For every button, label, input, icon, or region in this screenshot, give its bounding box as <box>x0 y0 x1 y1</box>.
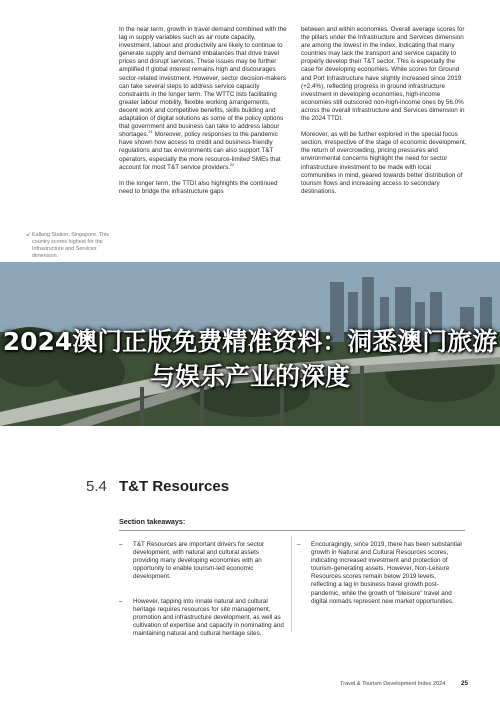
page-number: 25 <box>461 680 469 687</box>
footnote-ref[interactable]: 22 <box>230 161 235 167</box>
footer-report-title: Travel & Tourism Development Index 2024 <box>340 681 446 687</box>
bullet-text: However, tapping into innate natural and cultural heritage requires resources for site management, promotion and infrastructure development, as well as cultivation of expertise and capacity in nominating and maintaining natural and cultural heritage sites. <box>133 598 284 638</box>
paragraph: Moreover, as will be further explored in the special focus section, irrespective of the stage of economic development, the return of overcrowding, pricing pressures and environmental concerns highlight the need for sector infrastructure investment to be made with local communities in mind, geared towards better distribution of tourism flows and increasing access to secondary destinations. <box>301 131 467 195</box>
body-column-left <box>119 26 287 204</box>
body-column-right <box>301 26 467 204</box>
footnote-ref[interactable]: 21 <box>148 129 153 135</box>
bullet-text: Encouragingly, since 2019, there has been substantial growth in Natural and Cultural Resources scores, indicating increased investment and protection of tourism-generating assets. However, Non-Leisure Resources scores remain below 2019 levels, reflecting a lag in business travel growth post-pandemic, while the growth of “bleisure” travel and digital nomads represent new market opportunities. <box>311 541 462 605</box>
takeaway-bullet <box>297 541 463 606</box>
photo-caption <box>26 232 114 260</box>
section-title: T&T Resources <box>119 478 230 495</box>
section-number: 5.4 <box>86 478 107 495</box>
caption-text: Kallang Station, Singapore. This country scores highest for the Infrastructure and Services dimension. <box>32 232 109 259</box>
section-takeaways-label: Section takeaways: <box>119 517 186 526</box>
overlay-headline: 2024澳门正版免费精准资料：洞悉澳门旅游与娱乐产业的深度 <box>2 327 498 391</box>
takeaway-bullet <box>119 541 285 581</box>
bullet-dash: – <box>119 541 123 548</box>
bullet-dash: – <box>119 598 123 605</box>
section-divider <box>119 530 465 531</box>
paragraph: between and within economies. Overall average scores for the pillars under the Infrastructure and Services dimension are among the lowest in the index, indicating that many countries may lack the transport and service capacity to properly develop their T&T sector. This is especially the case for developing economies. While scores for Ground and Port Infrastructure have slightly increased since 2019 (+2.4%), reflecting progress in ground infrastructure investment in developing economies, high-income economies still outscored non-high-income ones by 56.0% across the overall Infrastructure and Services dimension in the 2024 TTDI. <box>301 26 465 123</box>
bullet-text: T&T Resources are important drivers for sector development, with natural and cultural assets providing many developing economies with an opportunity to enable tourism-led economic development. <box>133 541 265 581</box>
paragraph: In the near term, growth in travel demand combined with the lag in supply variables such as air route capacity, investment, labour and productivity are likely to continue to generate supply and demand imbalances that drive travel prices and disrupt services. These issues may be further amplified if global interest remains high and discourages sector-related investment. However, sector decision-makers can take several steps to address service capacity constraints in the longer term. The WTTC lists facilitating greater labour mobility, flexible working arrangements, decent work and competitive benefits, skills building and adaptation of digital solutions as some of the policy options that government and business can take to address labour shortages.$^{21}$ Moreover, policy responses to the pandemic have shown how access to credit and business-friendly regulations and tax environments can also support T&T operators, especially the more resource-limited SMEs that account for most T&T service providers.$^{22}$ <box>119 26 287 171</box>
takeaway-bullet <box>119 598 285 638</box>
bullet-dash: – <box>297 541 301 548</box>
paragraph: In the longer term, the TTDI also highlights the continued need to bridge the infrastructure gaps <box>119 179 278 195</box>
station-photo <box>0 262 500 426</box>
caption-arrow-icon: ↙ <box>26 232 32 238</box>
column-divider <box>291 536 292 632</box>
